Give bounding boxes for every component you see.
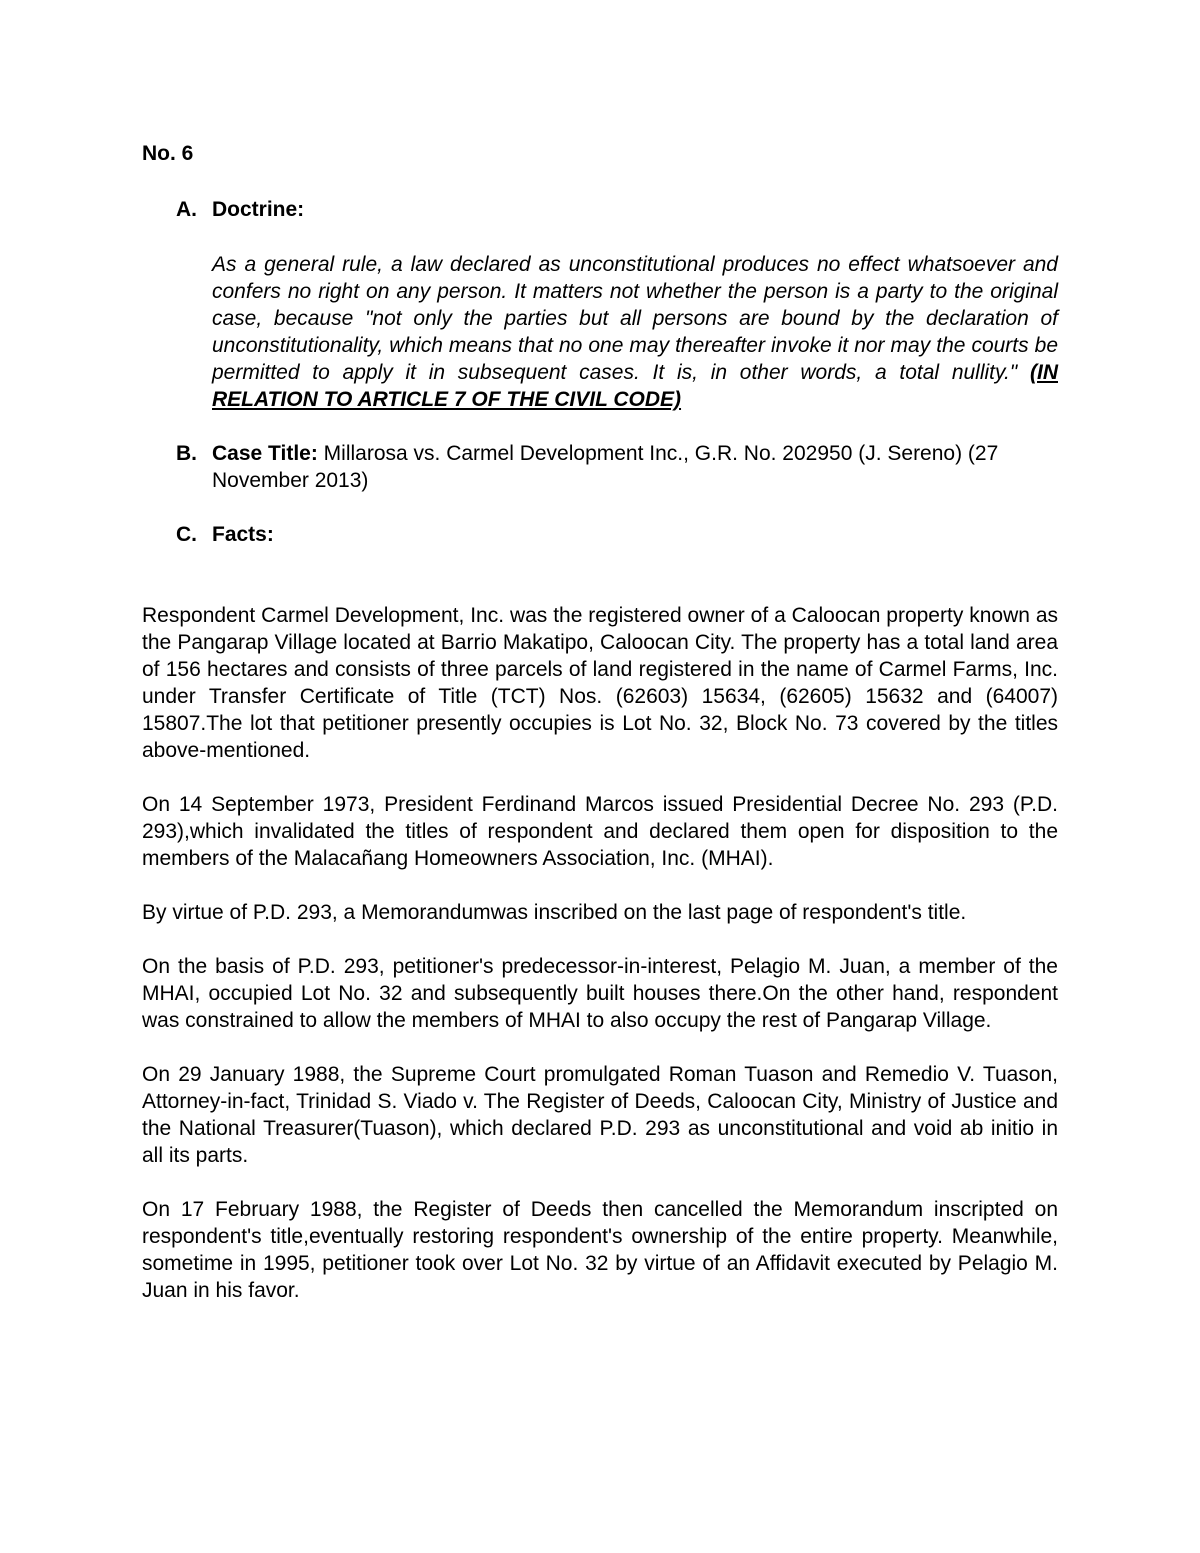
facts-section <box>142 521 1058 548</box>
facts-paragraph: On 14 September 1973, President Ferdinand Marcos issued Presidential Decree No. 293 (P.D. 293),which invalidated the titles of respondent and declared them open for disposition to the members of the Malacañang Homeowners Association, Inc. (MHAI). <box>142 793 1058 870</box>
case-title-text: Millarosa vs. Carmel Development Inc., G.R. No. 202950 (J. Sereno) (27 November 2013) <box>212 442 999 492</box>
doctrine-text <box>212 251 1058 413</box>
facts-paragraph: On 29 January 1988, the Supreme Court promulgated Roman Tuason and Remedio V. Tuason, Attorney-in-fact, Trinidad S. Viado v. The Register of Deeds, Caloocan City, Ministry of Justice and the National Treasurer(Tuason), which declared P.D. 293 as unconstitutional and void ab initio in all its parts. <box>142 1063 1058 1167</box>
doctrine-section <box>142 196 1058 413</box>
doctrine-heading: Doctrine: <box>212 198 305 221</box>
case-title-label: B. <box>176 442 197 465</box>
document-number: No. 6 <box>142 142 194 165</box>
facts-body <box>142 602 1058 1304</box>
facts-paragraph: By virtue of P.D. 293, a Memorandumwas inscribed on the last page of respondent's title. <box>142 901 967 924</box>
facts-paragraph: On the basis of P.D. 293, petitioner's predecessor-in-interest, Pelagio M. Juan, a member of the MHAI, occupied Lot No. 32 and subsequently built houses there.On the other hand, respondent was constrained to allow the members of MHAI to also occupy the rest of Pangarap Village. <box>142 955 1058 1032</box>
facts-paragraph: Respondent Carmel Development, Inc. was the registered owner of a Caloocan property known as the Pangarap Village located at Barrio Makatipo, Caloocan City. The property has a total land area of 156 hectares and consists of three parcels of land registered in the name of Carmel Farms, Inc. under Transfer Certificate of Title (TCT) Nos. (62603) 15634, (62605) 15632 and (64007) 15807.The lot that petitioner presently occupies is Lot No. 32, Block No. 73 covered by the titles above-mentioned. <box>142 604 1058 762</box>
doctrine-label: A. <box>176 198 197 221</box>
document-page <box>142 140 1058 1331</box>
facts-label: C. <box>176 523 197 546</box>
doctrine-body: As a general rule, a law declared as unconstitutional produces no effect whatsoever and confers no right on any person. It matters not whether the person is a party to the original case, because "not only the parties but all persons are bound by the declaration of unconstitutionality, which means that no one may thereafter invoke it nor may the courts be permitted to apply it in subsequent cases. It is, in other words, a total nullity." <box>212 253 1058 384</box>
case-title-heading: Case Title: <box>212 442 318 465</box>
case-title-section <box>142 440 1058 494</box>
facts-heading: Facts: <box>212 523 274 546</box>
doctrine-reference: (IN RELATION TO ARTICLE 7 OF THE CIVIL CODE) <box>212 361 1058 411</box>
facts-paragraph: On 17 February 1988, the Register of Deeds then cancelled the Memorandum inscripted on respondent's title,eventually restoring respondent's ownership of the entire property. Meanwhile, sometime in 1995, petitioner took over Lot No. 32 by virtue of an Affidavit executed by Pelagio M. Juan in his favor. <box>142 1198 1058 1302</box>
